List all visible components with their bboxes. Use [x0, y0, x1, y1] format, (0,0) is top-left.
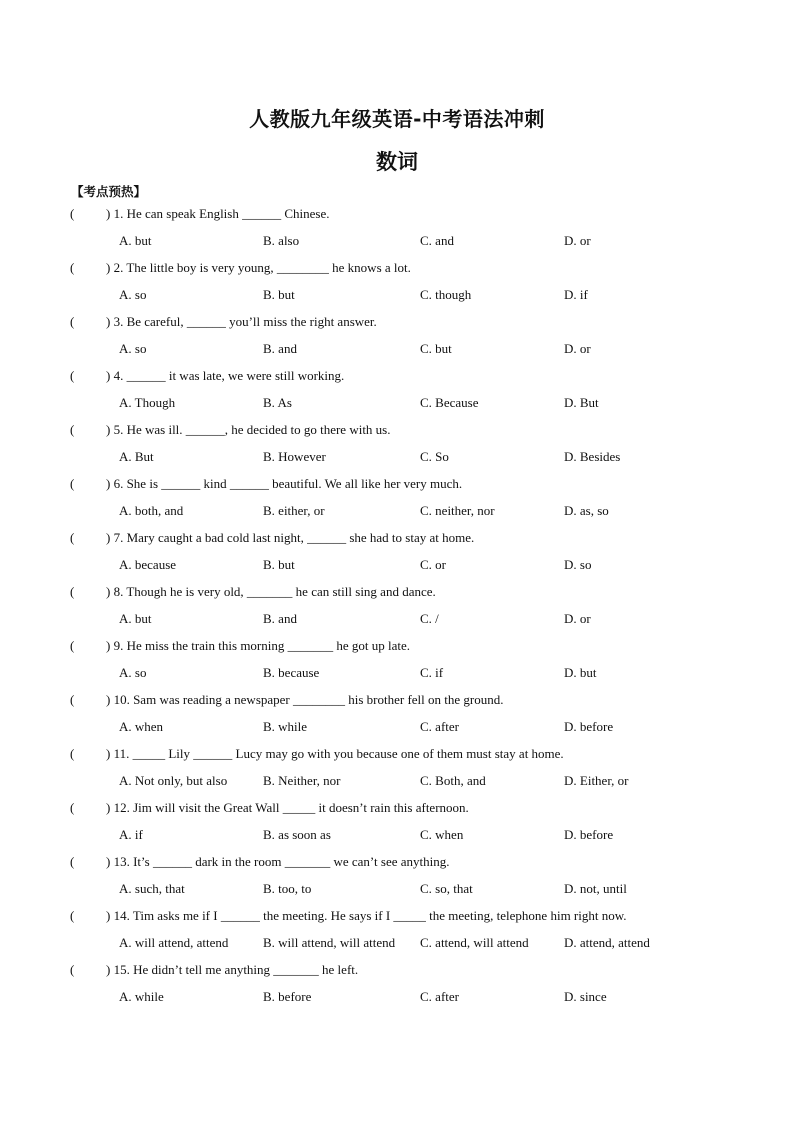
question-item — [0, 470, 794, 524]
option-b: B. However — [263, 449, 326, 464]
question-stem-line — [70, 530, 474, 546]
document-subtitle: 数词 — [376, 150, 418, 174]
option-c: C. / — [420, 611, 439, 626]
option-a: A. when — [119, 719, 164, 734]
question-stem: ) 10. Sam was reading a newspaper ________ his brother fell on the ground. — [106, 692, 504, 707]
option-c: C. if — [420, 665, 444, 680]
document-title: 人教版九年级英语-中考语法冲刺 — [249, 107, 545, 131]
question-item — [0, 362, 794, 416]
question-stem-line — [70, 962, 358, 978]
question-stem-line — [70, 584, 436, 600]
option-b: B. because — [263, 665, 320, 680]
question-stem: ) 1. He can speak English ______ Chinese. — [106, 206, 330, 221]
option-a: A. both, and — [119, 503, 184, 518]
question-stem: ) 11. _____ Lily ______ Lucy may go with you because one of them must stay at home. — [106, 746, 564, 761]
option-a: A. so — [119, 341, 147, 356]
question-stem-line — [70, 314, 377, 330]
answer-bracket[interactable]: ( — [70, 746, 75, 761]
option-c: C. after — [420, 719, 459, 734]
option-b: B. As — [263, 395, 292, 410]
answer-bracket[interactable]: ( — [70, 854, 75, 869]
option-a: A. while — [119, 989, 164, 1004]
option-d: D. but — [564, 665, 597, 680]
question-item — [0, 902, 794, 956]
answer-bracket[interactable]: ( — [70, 314, 75, 329]
question-item — [0, 578, 794, 632]
question-stem: ) 5. He was ill. ______, he decided to go there with us. — [106, 422, 391, 437]
option-c: C. after — [420, 989, 459, 1004]
option-d: D. if — [564, 287, 588, 302]
option-d: D. before — [564, 719, 614, 734]
question-stem: ) 13. It’s ______ dark in the room _______ we can’t see anything. — [106, 854, 450, 869]
option-b: B. either, or — [263, 503, 325, 518]
option-a: A. such, that — [119, 881, 185, 896]
question-item — [0, 848, 794, 902]
question-stem: ) 6. She is ______ kind ______ beautiful. We all like her very much. — [106, 476, 463, 491]
option-d: D. Either, or — [564, 773, 629, 788]
option-d: D. since — [564, 989, 607, 1004]
question-item — [0, 254, 794, 308]
question-stem: ) 14. Tim asks me if I ______ the meeting. He says if I _____ the meeting, telephone him right now. — [106, 908, 627, 923]
option-d: D. as, so — [564, 503, 609, 518]
question-item — [0, 416, 794, 470]
option-a: A. if — [119, 827, 143, 842]
option-a: A. will attend, attend — [119, 935, 229, 950]
option-d: D. Besides — [564, 449, 621, 464]
option-c: C. attend, will attend — [420, 935, 529, 950]
question-stem: ) 15. He didn’t tell me anything _______ he left. — [106, 962, 359, 977]
option-b: B. and — [263, 611, 297, 626]
answer-bracket[interactable]: ( — [70, 800, 75, 815]
answer-bracket[interactable]: ( — [70, 206, 75, 221]
option-d: D. or — [564, 341, 591, 356]
question-item — [0, 200, 794, 254]
question-stem-line — [70, 908, 627, 924]
option-c: C. and — [420, 233, 454, 248]
option-d: D. attend, attend — [564, 935, 650, 950]
question-stem-line — [70, 746, 564, 762]
question-stem-line — [70, 260, 411, 276]
option-a: A. Though — [119, 395, 176, 410]
question-stem: ) 3. Be careful, ______ you’ll miss the right answer. — [106, 314, 377, 329]
option-c: C. Both, and — [420, 773, 486, 788]
option-c: C. when — [420, 827, 464, 842]
option-a: A. because — [119, 557, 177, 572]
option-b: B. but — [263, 557, 295, 572]
question-item — [0, 308, 794, 362]
option-a: A. Not only, but also — [119, 773, 228, 788]
question-stem-line — [70, 206, 329, 222]
question-stem-line — [70, 638, 410, 654]
answer-bracket[interactable]: ( — [70, 962, 75, 977]
option-b: B. and — [263, 341, 297, 356]
option-c: C. So — [420, 449, 449, 464]
option-d: D. not, until — [564, 881, 627, 896]
option-c: C. but — [420, 341, 452, 356]
question-stem-line — [70, 800, 469, 816]
answer-bracket[interactable]: ( — [70, 692, 75, 707]
question-item — [0, 956, 794, 1010]
option-a: A. but — [119, 233, 152, 248]
option-d: D. or — [564, 611, 591, 626]
question-stem-line — [70, 368, 344, 384]
answer-bracket[interactable]: ( — [70, 584, 75, 599]
option-d: D. so — [564, 557, 592, 572]
option-b: B. will attend, will attend — [263, 935, 396, 950]
question-stem-line — [70, 854, 449, 870]
option-a: A. but — [119, 611, 152, 626]
question-item — [0, 632, 794, 686]
answer-bracket[interactable]: ( — [70, 476, 75, 491]
option-b: B. too, to — [263, 881, 312, 896]
option-d: D. But — [564, 395, 599, 410]
option-b: B. as soon as — [263, 827, 331, 842]
option-c: C. neither, nor — [420, 503, 495, 518]
question-stem: ) 7. Mary caught a bad cold last night, ______ she had to stay at home. — [106, 530, 475, 545]
question-item — [0, 740, 794, 794]
answer-bracket[interactable]: ( — [70, 530, 75, 545]
option-a: A. so — [119, 287, 147, 302]
question-stem: ) 2. The little boy is very young, ________ he knows a lot. — [106, 260, 411, 275]
question-stem: ) 4. ______ it was late, we were still working. — [106, 368, 345, 383]
question-stem: ) 9. He miss the train this morning _______ he got up late. — [106, 638, 411, 653]
option-c: C. or — [420, 557, 446, 572]
question-stem: ) 12. Jim will visit the Great Wall _____ it doesn’t rain this afternoon. — [106, 800, 469, 815]
question-item — [0, 524, 794, 578]
question-list — [0, 200, 794, 1010]
answer-bracket[interactable]: ( — [70, 422, 75, 437]
option-c: C. Because — [420, 395, 479, 410]
question-item — [0, 794, 794, 848]
option-b: B. also — [263, 233, 300, 248]
question-item — [0, 686, 794, 740]
option-b: B. Neither, nor — [263, 773, 341, 788]
option-a: A. But — [119, 449, 154, 464]
answer-bracket[interactable]: ( — [70, 260, 75, 275]
option-b: B. before — [263, 989, 312, 1004]
answer-bracket[interactable]: ( — [70, 908, 75, 923]
option-c: C. so, that — [420, 881, 473, 896]
question-stem-line — [70, 692, 504, 708]
question-stem: ) 8. Though he is very old, _______ he can still sing and dance. — [106, 584, 436, 599]
question-stem-line — [70, 476, 462, 492]
option-c: C. though — [420, 287, 472, 302]
option-d: D. before — [564, 827, 614, 842]
question-stem-line — [70, 422, 391, 438]
option-d: D. or — [564, 233, 591, 248]
section-heading: 【考点预热】 — [71, 184, 147, 199]
option-a: A. so — [119, 665, 147, 680]
option-b: B. while — [263, 719, 308, 734]
answer-bracket[interactable]: ( — [70, 638, 75, 653]
answer-bracket[interactable]: ( — [70, 368, 75, 383]
option-b: B. but — [263, 287, 295, 302]
